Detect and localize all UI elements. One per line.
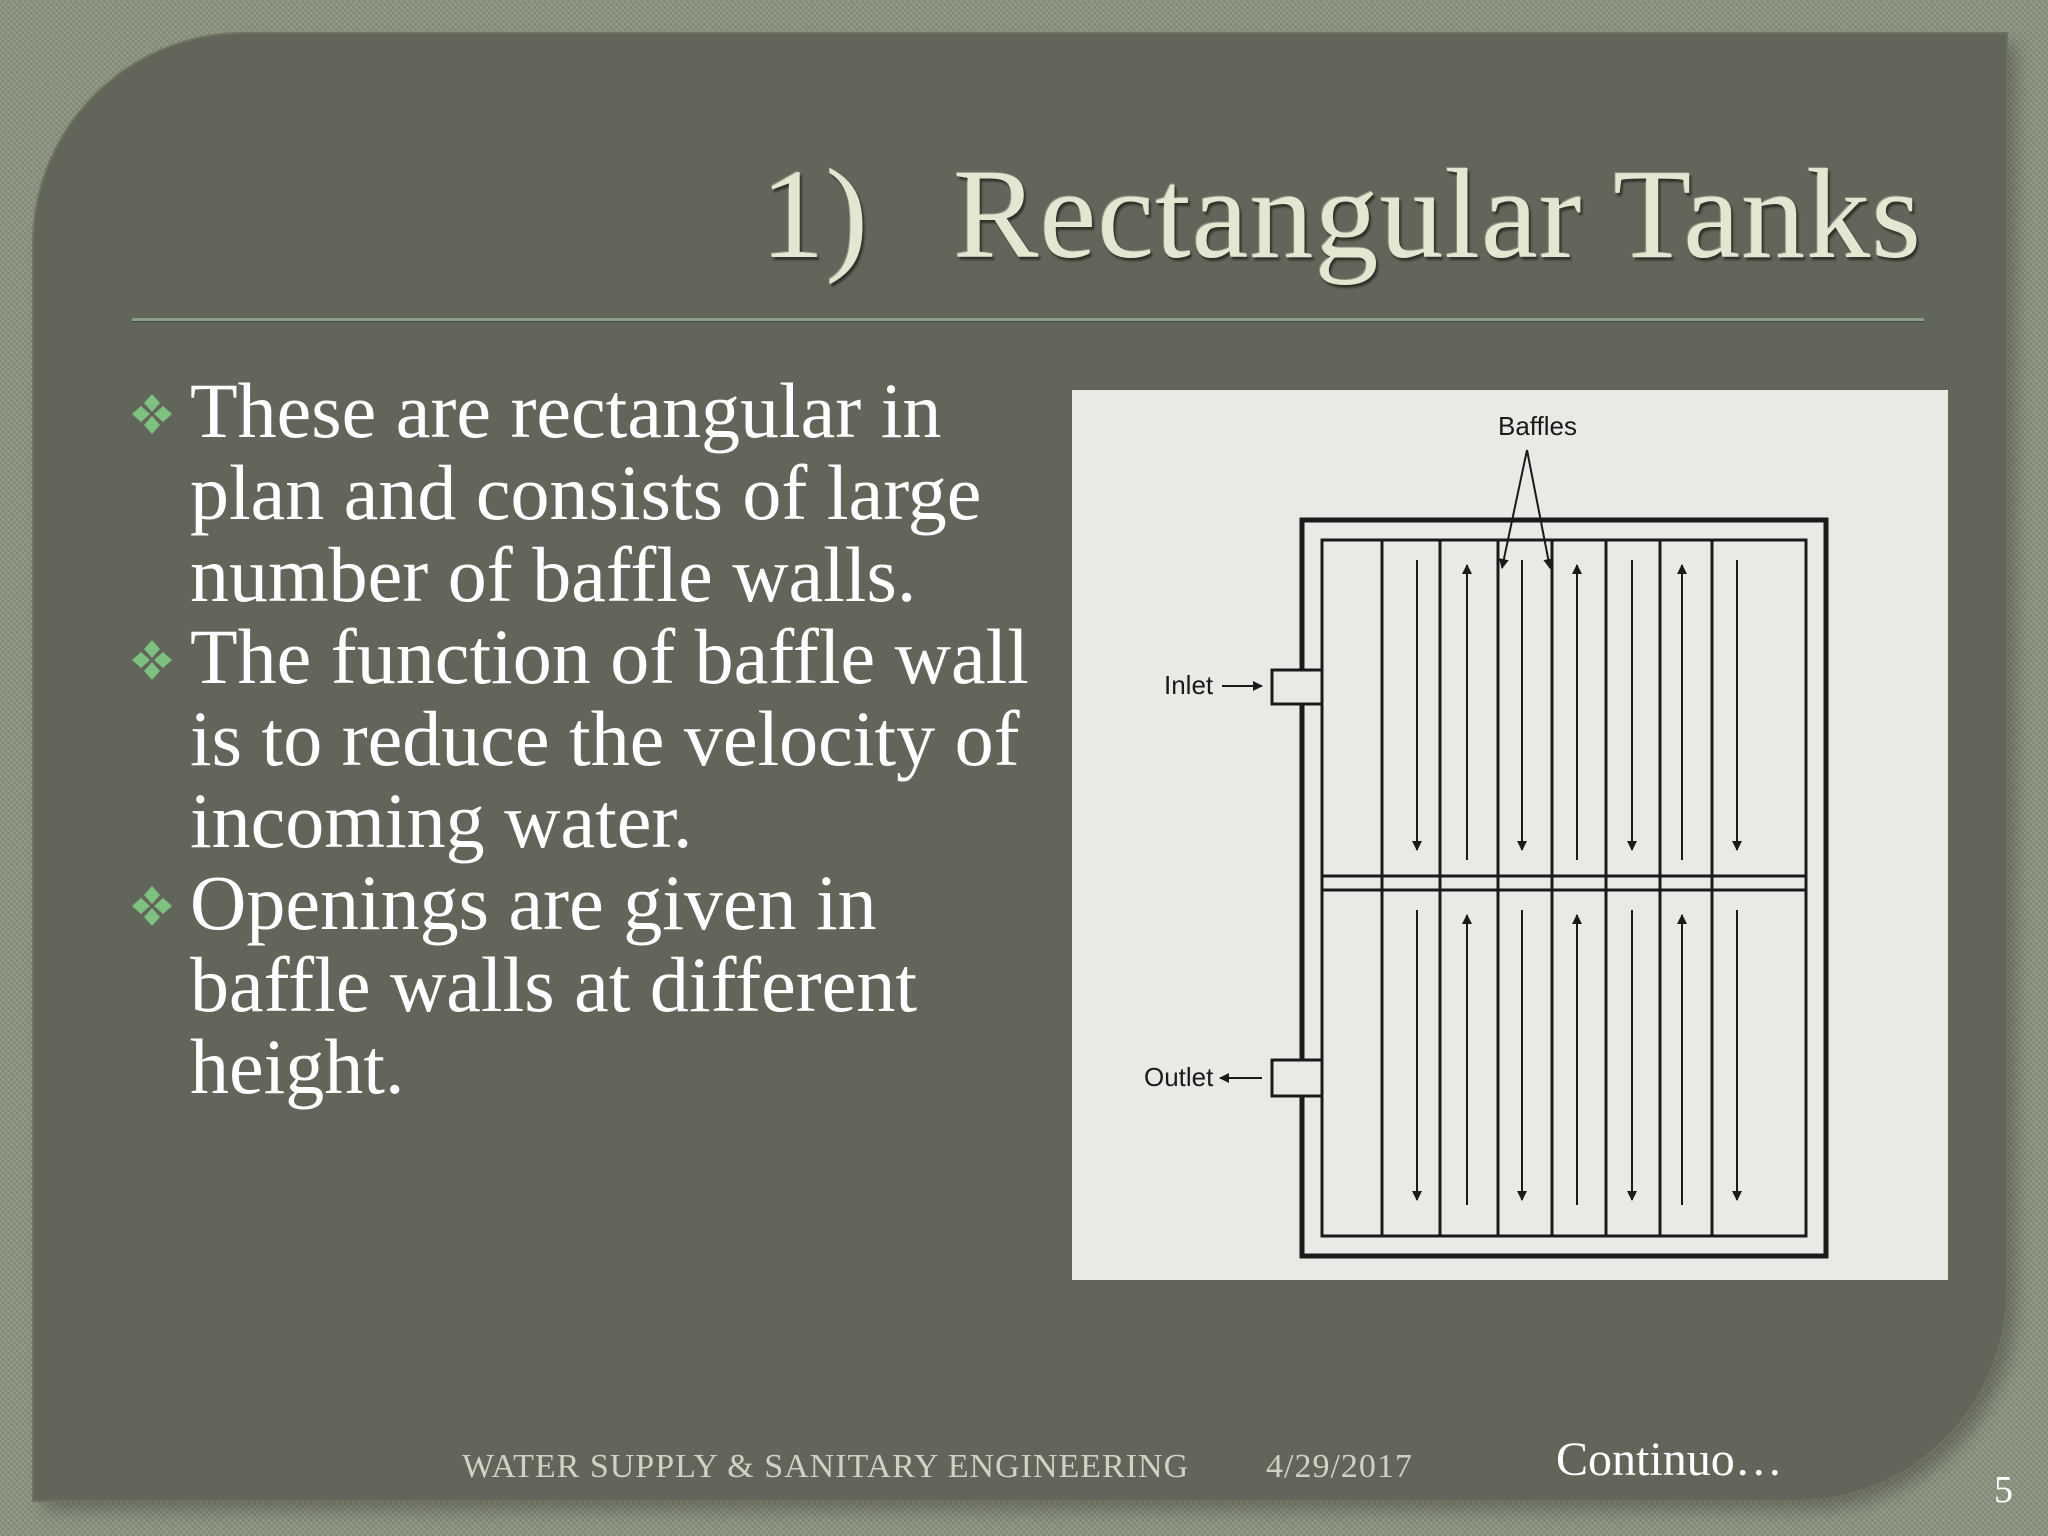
slide-title	[760, 143, 1922, 285]
inlet-pipe	[1272, 670, 1322, 704]
bullet-text: Openings are given in baffle walls at different height.	[190, 859, 917, 1110]
title-underline	[132, 318, 1924, 322]
page-number: 5	[1994, 1469, 2013, 1511]
footer-date: 4/29/2017	[1266, 1448, 1413, 1485]
outlet-label: Outlet	[1144, 1062, 1214, 1092]
bullet-item	[128, 367, 1048, 618]
title-number: 1)	[760, 143, 870, 285]
footer-course-title: WATER SUPPLY & SANITARY ENGINEERING	[462, 1448, 1190, 1485]
bullet-list	[128, 367, 1048, 1110]
four-diamond-bullet-icon	[130, 884, 174, 928]
inlet-label: Inlet	[1164, 670, 1214, 700]
bullet-item	[128, 859, 1048, 1110]
bullet-text: The function of baffle wall is to reduce the velocity of incoming water.	[190, 613, 1029, 864]
outlet-pipe	[1272, 1060, 1322, 1096]
baffles-label: Baffles	[1498, 411, 1578, 441]
continue-label: Continuo…	[1556, 1433, 1783, 1486]
bullet-item	[128, 613, 1048, 864]
title-text: Rectangular Tanks	[953, 143, 1922, 285]
rectangular-tank-diagram	[1072, 390, 1948, 1280]
four-diamond-bullet-icon	[130, 392, 174, 436]
four-diamond-bullet-icon	[130, 638, 174, 682]
bullet-text: These are rectangular in plan and consists of large number of baffle walls.	[190, 367, 982, 618]
